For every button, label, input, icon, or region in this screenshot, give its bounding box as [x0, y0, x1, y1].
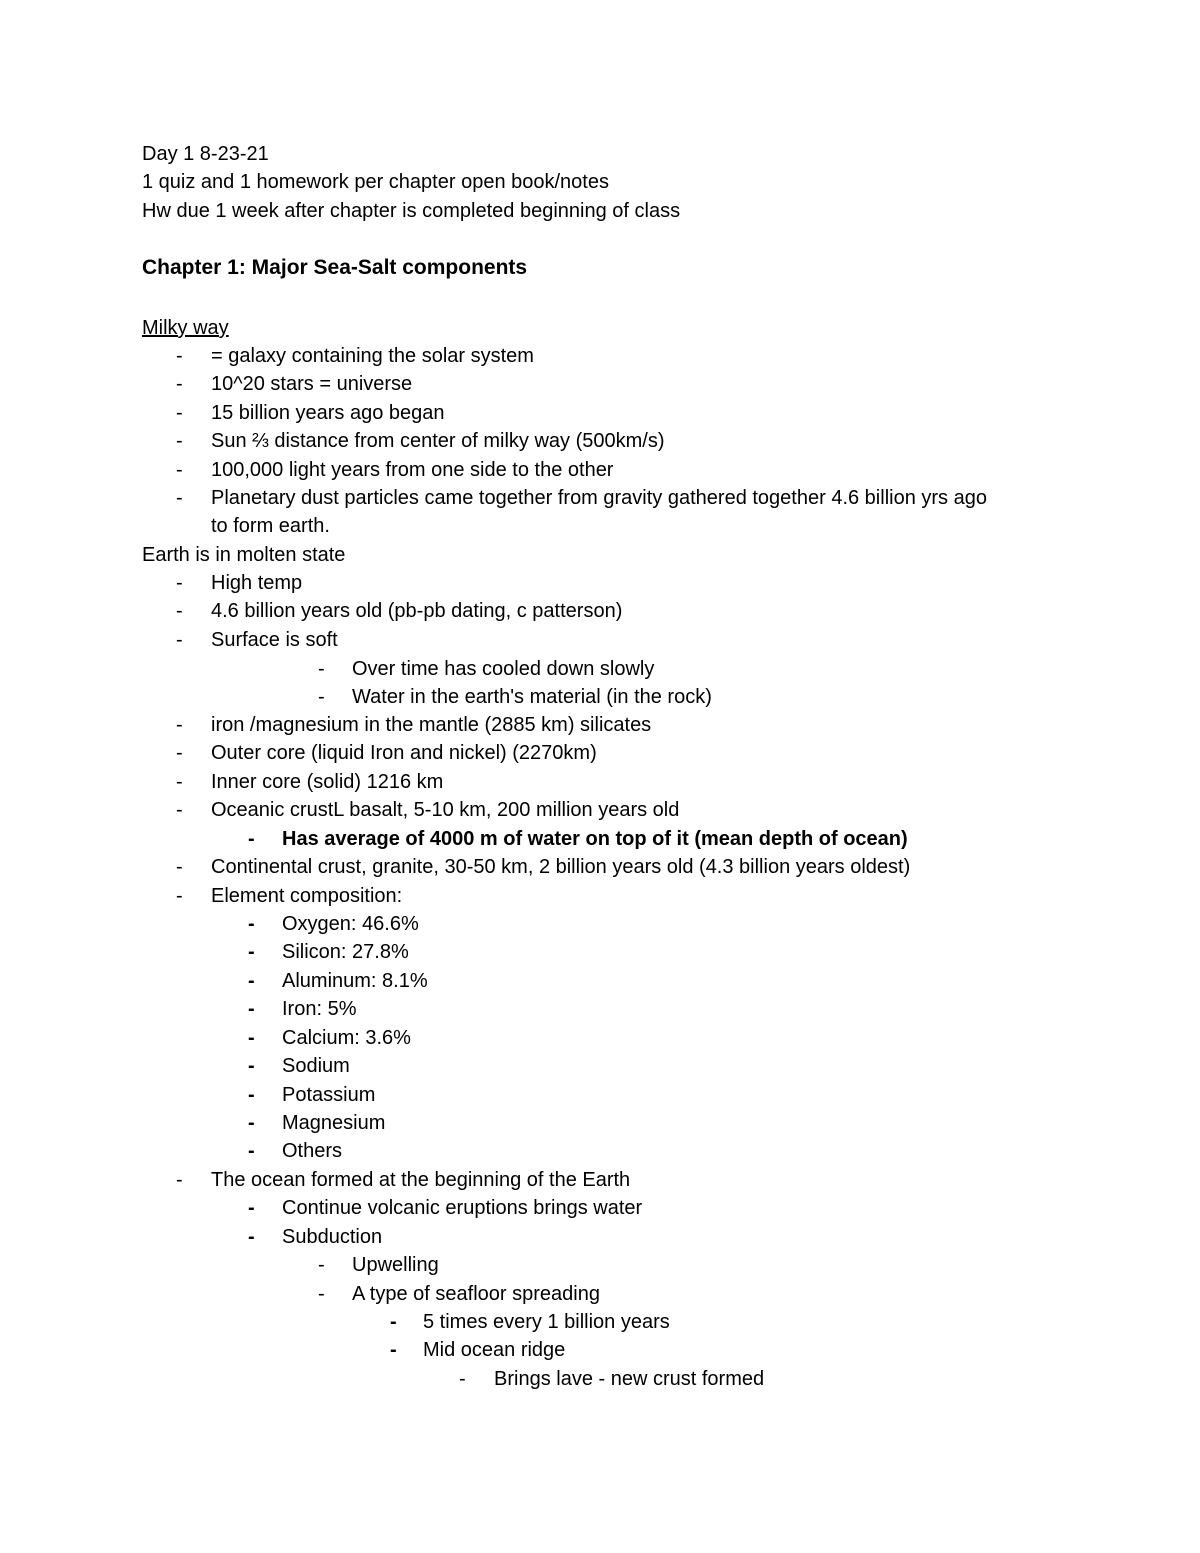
list-item: Silicon: 27.8% — [282, 941, 409, 963]
list-item: Inner core (solid) 1216 km — [211, 771, 444, 793]
list-item: Surface is soft — [211, 629, 338, 651]
list-item: Mid ocean ridge — [423, 1339, 566, 1361]
bullet-dash: - — [318, 1283, 325, 1305]
list-item: A type of seafloor spreading — [352, 1283, 600, 1305]
bullet-dash: - — [176, 600, 183, 622]
list-item: Water in the earth's material (in the rock) — [352, 686, 712, 708]
bullet-dash: - — [318, 658, 325, 680]
section-title-milky-way: Milky way — [142, 317, 229, 339]
bullet-dash: - — [176, 1169, 183, 1191]
bullet-dash: - — [176, 856, 183, 878]
list-item: iron /magnesium in the mantle (2885 km) silicates — [211, 714, 652, 736]
list-item: Upwelling — [352, 1254, 439, 1276]
homework-policy-line: Hw due 1 week after chapter is completed beginning of class — [142, 200, 681, 222]
bullet-dash: - — [176, 714, 183, 736]
list-item: Aluminum: 8.1% — [282, 970, 428, 992]
bullet-dash: - — [176, 430, 183, 452]
list-item: The ocean formed at the beginning of the Earth — [211, 1169, 631, 1191]
list-item: Outer core (liquid Iron and nickel) (2270km) — [211, 742, 597, 764]
chapter-heading: Chapter 1: Major Sea-Salt components — [142, 256, 528, 279]
bullet-dash: - — [248, 1027, 255, 1049]
list-item: Magnesium — [282, 1112, 386, 1134]
list-item: Planetary dust particles came together from gravity gathered together 4.6 billion yrs ago — [211, 487, 987, 509]
list-item: 5 times every 1 billion years — [423, 1311, 670, 1333]
list-item: Sun ⅔ distance from center of milky way (500km/s) — [211, 430, 665, 452]
list-item: Potassium — [282, 1084, 376, 1106]
list-item: Calcium: 3.6% — [282, 1027, 411, 1049]
bullet-dash: - — [459, 1368, 466, 1390]
bullet-dash: - — [176, 459, 183, 481]
list-item: 100,000 light years from one side to the other — [211, 459, 614, 481]
list-item: Oxygen: 46.6% — [282, 913, 419, 935]
list-item: High temp — [211, 572, 303, 594]
bullet-dash: - — [176, 771, 183, 793]
list-item: 4.6 billion years old (pb-pb dating, c patterson) — [211, 600, 623, 622]
section-title-earth: Earth is in molten state — [142, 544, 346, 566]
list-item: Iron: 5% — [282, 998, 357, 1020]
bullet-dash: - — [248, 1197, 255, 1219]
list-item: Continental crust, granite, 30-50 km, 2 billion years old (4.3 billion years oldest) — [211, 856, 911, 878]
list-item: Sodium — [282, 1055, 350, 1077]
bullet-dash: - — [176, 799, 183, 821]
bullet-dash: - — [176, 487, 183, 509]
list-item: Others — [282, 1140, 343, 1162]
list-item: = galaxy containing the solar system — [211, 345, 534, 367]
bullet-dash: - — [176, 885, 183, 907]
list-item-continuation: to form earth. — [211, 515, 330, 537]
bullet-dash: - — [248, 998, 255, 1020]
list-item: Element composition: — [211, 885, 403, 907]
bullet-dash: - — [176, 402, 183, 424]
bullet-dash: - — [248, 828, 255, 850]
bullet-dash: - — [248, 1112, 255, 1134]
bullet-dash: - — [318, 1254, 325, 1276]
quiz-policy-line: 1 quiz and 1 homework per chapter open book/notes — [142, 171, 609, 193]
list-item: 10^20 stars = universe — [211, 373, 413, 395]
bullet-dash: - — [248, 970, 255, 992]
list-item: Over time has cooled down slowly — [352, 658, 655, 680]
bullet-dash: - — [248, 1084, 255, 1106]
bullet-dash: - — [176, 629, 183, 651]
bullet-dash: - — [176, 742, 183, 764]
bullet-dash: - — [176, 373, 183, 395]
bullet-dash: - — [176, 572, 183, 594]
list-item: Continue volcanic eruptions brings water — [282, 1197, 643, 1219]
bullet-dash: - — [248, 941, 255, 963]
bullet-dash: - — [390, 1339, 397, 1361]
list-item: Brings lave - new crust formed — [494, 1368, 765, 1390]
bullet-dash: - — [318, 686, 325, 708]
list-item: Subduction — [282, 1226, 383, 1248]
bullet-dash: - — [390, 1311, 397, 1333]
bullet-dash: - — [176, 345, 183, 367]
bullet-dash: - — [248, 913, 255, 935]
bullet-dash: - — [248, 1140, 255, 1162]
list-item: Oceanic crustL basalt, 5-10 km, 200 million years old — [211, 799, 680, 821]
list-item-emphasis: Has average of 4000 m of water on top of it (mean depth of ocean) — [282, 828, 908, 850]
bullet-dash: - — [248, 1055, 255, 1077]
day-date-line: Day 1 8-23-21 — [142, 143, 269, 165]
bullet-dash: - — [248, 1226, 255, 1248]
list-item: 15 billion years ago began — [211, 402, 445, 424]
